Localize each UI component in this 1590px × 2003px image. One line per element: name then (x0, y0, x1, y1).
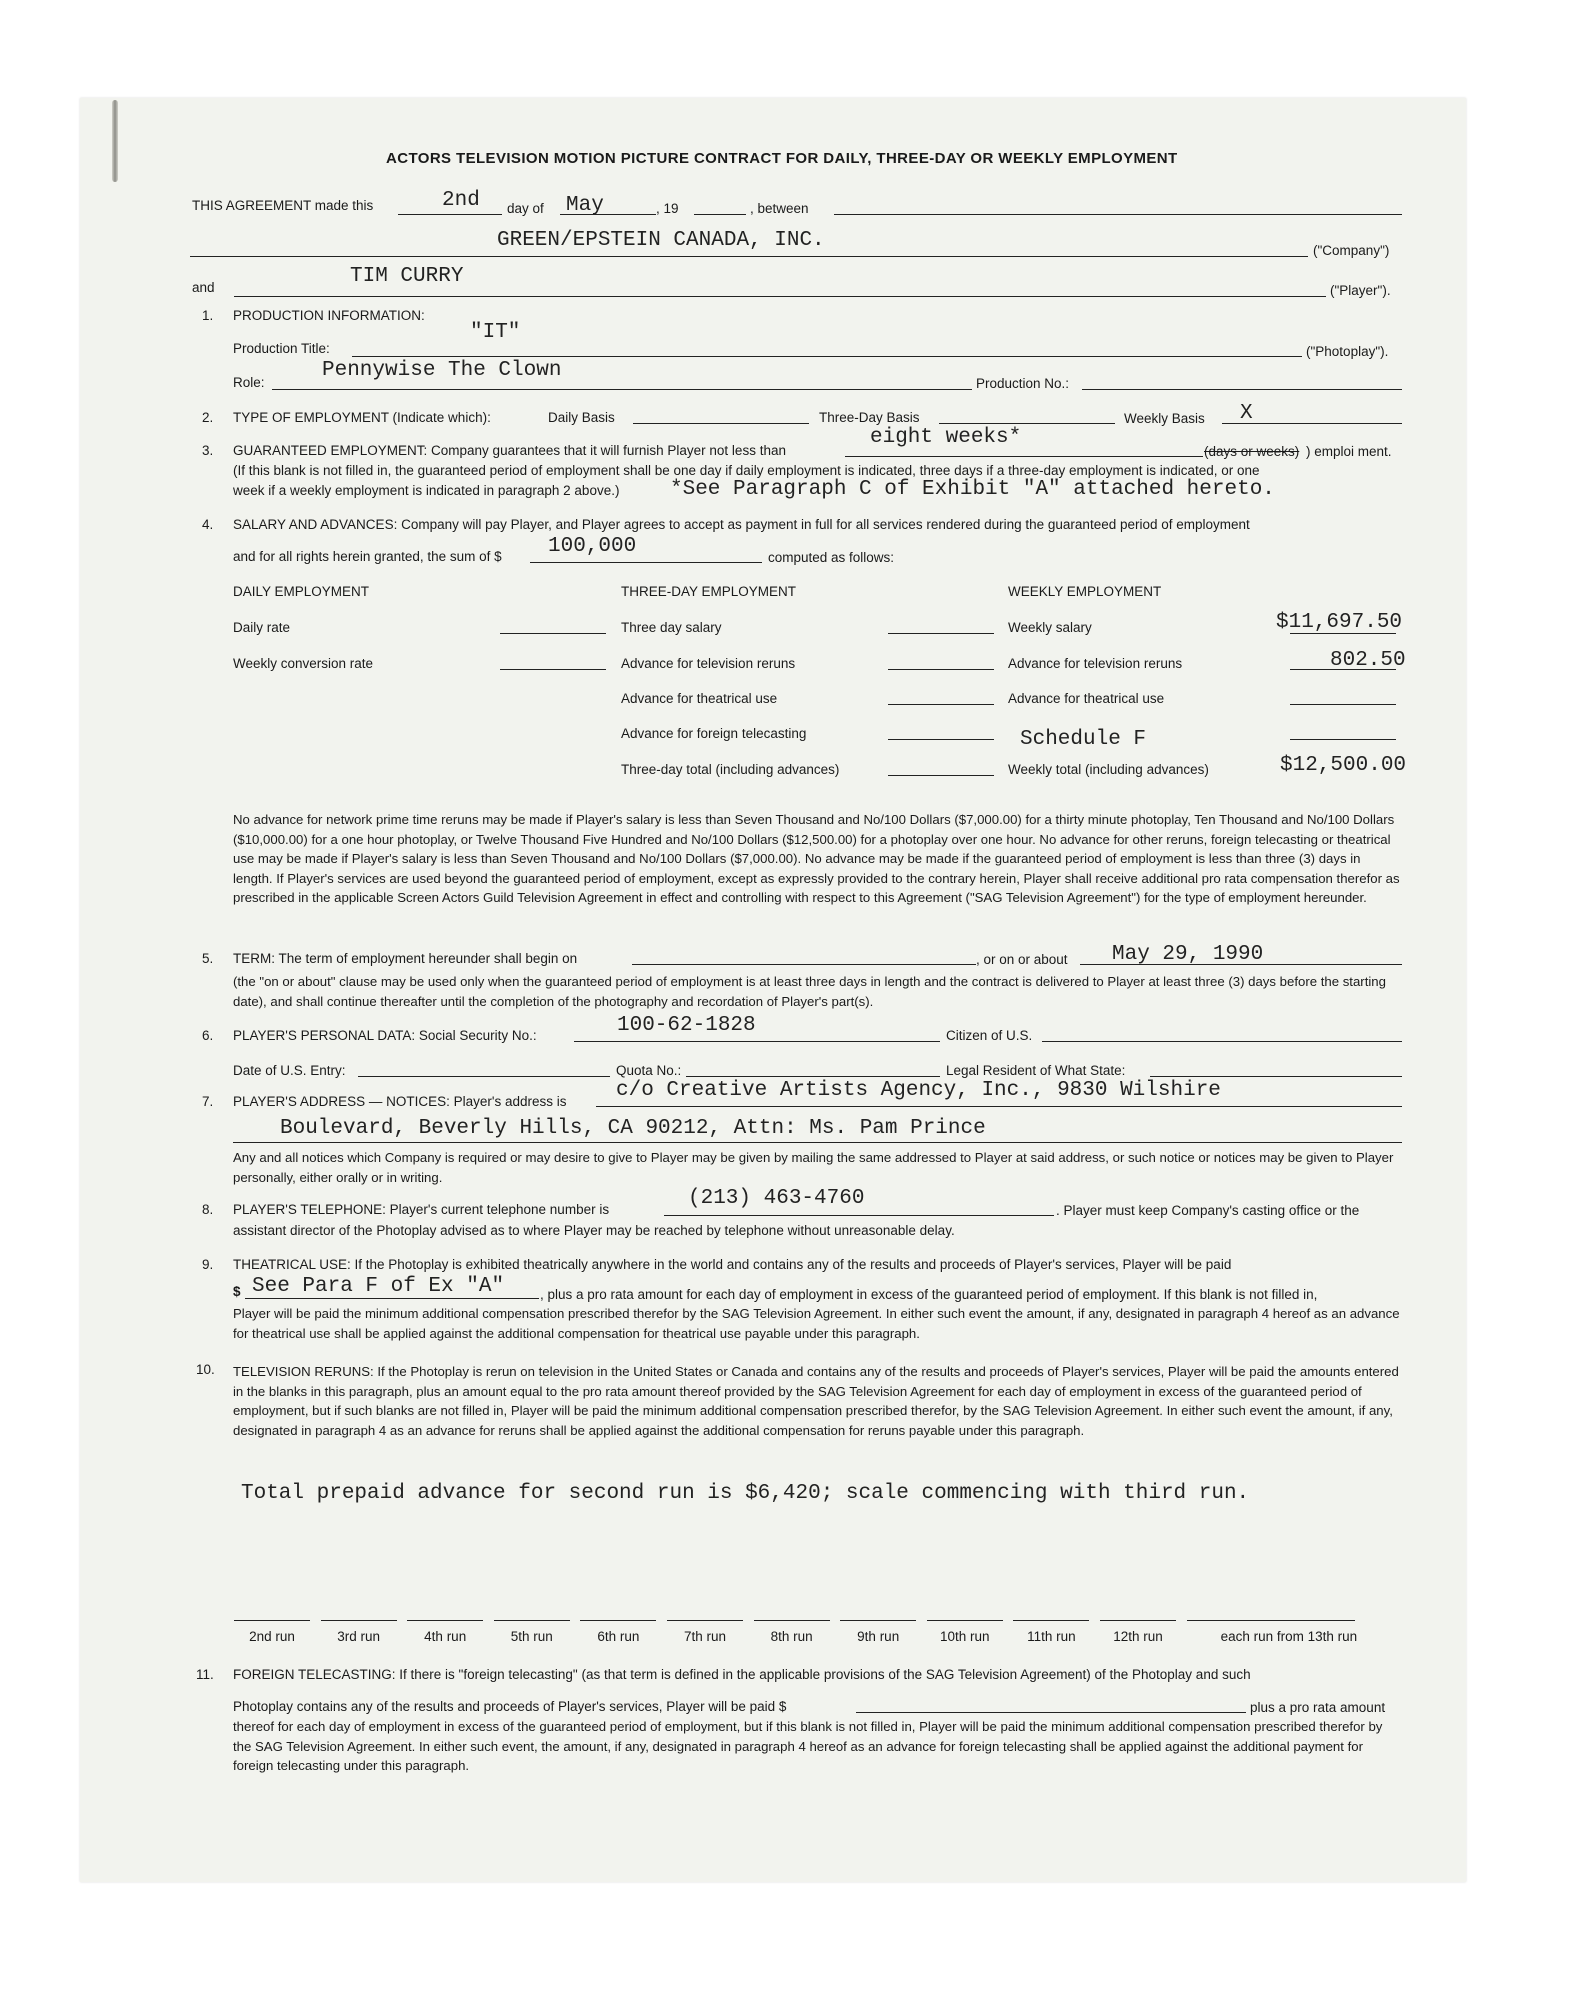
foreign-line-2: Photoplay contains any of the results and proceeds of Player's services, Player will be paid $ (233, 1699, 787, 1714)
address-line-1 (596, 1106, 1402, 1107)
three-day-foreign-line (888, 739, 994, 740)
personal-data-text: PLAYER'S PERSONAL DATA: Social Security No.: (233, 1028, 537, 1043)
rerun-blank-line (754, 1620, 830, 1621)
paper-clip-mark (112, 100, 118, 182)
guaranteed-value: eight weeks* (870, 426, 1022, 449)
section-1-number: 1. (202, 308, 214, 323)
weekly-reruns-label: Advance for television reruns (1008, 656, 1183, 671)
weekly-reruns-value: 802.50 (1330, 649, 1406, 672)
address-text: PLAYER'S ADDRESS — NOTICES: Player's address is (233, 1094, 567, 1109)
player-line (234, 296, 1326, 297)
section-2-number: 2. (202, 410, 214, 425)
rerun-blank-line (494, 1620, 570, 1621)
address-rest: Any and all notices which Company is required or may desire to give to Player may be given by mailing the same addressed to Player at said address, or such notice or notices may be given to Player personally, either orally or in writing. (233, 1150, 1394, 1185)
rerun-label: 8th run (770, 1629, 813, 1644)
production-title-label: Production Title: (233, 341, 330, 356)
citizen-label: Citizen of U.S. (946, 1028, 1033, 1043)
company-line (190, 256, 1308, 257)
three-day-basis-label: Three-Day Basis (819, 410, 920, 425)
address-line-2 (233, 1142, 1402, 1143)
weekly-employment-heading: WEEKLY EMPLOYMENT (1008, 584, 1162, 599)
agreement-label: THIS AGREEMENT made this (192, 198, 374, 213)
day-line (398, 214, 502, 215)
term-date-line (1080, 964, 1402, 965)
weekly-salary-label: Weekly salary (1008, 620, 1092, 635)
section-8-number: 8. (202, 1202, 214, 1217)
rerun-label: 4th run (424, 1629, 467, 1644)
player-tag: ("Player"). (1330, 283, 1391, 298)
days-or-weeks-struck: (days or weeks) (1204, 444, 1300, 459)
role-line (272, 389, 972, 390)
weekly-salary-value: $11,697.50 (1276, 611, 1403, 634)
rerun-blank-line (321, 1620, 397, 1621)
daily-basis-line (633, 423, 809, 424)
section-3-number: 3. (202, 443, 214, 458)
guaranteed-text: GUARANTEED EMPLOYMENT: Company guarantees that it will furnish Player not less than (233, 443, 786, 458)
rerun-blank-line (1187, 1620, 1355, 1621)
role-value: Pennywise The Clown (322, 359, 562, 382)
sum-line (530, 562, 762, 563)
photoplay-tag: ("Photoplay"). (1306, 344, 1389, 359)
rerun-blank-line (234, 1620, 310, 1621)
rerun-blank-line (580, 1620, 656, 1621)
player-value: TIM CURRY (350, 265, 464, 288)
exhibit-note: *See Paragraph C of Exhibit "A" attached hereto. (670, 478, 1275, 501)
and-label: and (192, 280, 215, 295)
schedule-f-value: Schedule F (1020, 728, 1147, 751)
three-day-theatrical-line (888, 704, 994, 705)
section-11-number: 11. (196, 1667, 214, 1682)
weekly-basis-label: Weekly Basis (1124, 411, 1205, 426)
date-entry-line (358, 1076, 610, 1077)
between-label: , between (750, 201, 809, 216)
daily-employment-heading: DAILY EMPLOYMENT (233, 584, 370, 599)
rerun-label: 11th run (1027, 1629, 1076, 1644)
start-date-value: May 29, 1990 (1112, 943, 1264, 966)
sum-label: and for all rights herein granted, the sum of $ (233, 549, 502, 564)
weekly-theatrical-line (1290, 704, 1396, 705)
company-value: GREEN/EPSTEIN CANADA, INC. (497, 229, 825, 252)
section-5-number: 5. (202, 951, 214, 966)
weekly-foreign-line (1290, 739, 1396, 740)
phone-value: (213) 463-4760 (688, 1187, 865, 1210)
year-line (694, 214, 746, 215)
guaranteed-line (845, 456, 1203, 457)
day-value: 2nd (442, 189, 480, 212)
resident-label: Legal Resident of What State: (946, 1063, 1126, 1078)
citizen-line (1042, 1041, 1402, 1042)
computed-label: computed as follows: (768, 550, 895, 565)
rerun-blank-line (667, 1620, 743, 1621)
month-value: May (566, 194, 604, 217)
sum-value: 100,000 (548, 535, 637, 558)
rerun-blank-line (1100, 1620, 1176, 1621)
reruns-text: TELEVISION RERUNS: If the Photoplay is rerun on television in the United States or Canada and contains any of the results and proceeds of Player's services, Player will be paid the amounts entered in the blanks in this paragraph, plus an amount equal to the pro rata amount thereof provided by the SAG Television Agreement for each day of employment in excess of the guaranteed period of employment, but if such blanks are not filled in, Player will be paid the minimum additional compensation prescribed therefor, by the SAG Television Agreement. In either such event the amount, if any, designated in paragraph 4 as an advance for reruns shall be applied against the additional compensation for reruns payable under this paragraph. (233, 1364, 1399, 1438)
guaranteed-note: (If this blank is not filled in, the guaranteed period of employment shall be one day if daily employment is indicated, three days if a three-day employment is indicated, or one (233, 463, 1260, 478)
telephone-rest: assistant director of the Photoplay advised as to where Player may be reached by telephone without unreasonable delay. (233, 1223, 955, 1238)
ssn-value: 100-62-1828 (617, 1014, 756, 1037)
company-tag: ("Company") (1313, 243, 1390, 258)
production-number-label: Production No.: (976, 376, 1070, 391)
weekly-total-value: $12,500.00 (1280, 754, 1407, 777)
or-about-label: , or on or about (976, 952, 1068, 967)
term-text: TERM: The term of employment hereunder shall begin on (233, 951, 578, 966)
production-title-value: "IT" (470, 321, 521, 344)
weekly-theatrical-label: Advance for theatrical use (1008, 691, 1165, 706)
resident-line (1150, 1076, 1402, 1077)
three-day-salary-line (888, 633, 994, 634)
rerun-label: 3rd run (337, 1629, 380, 1644)
term-start-line (632, 964, 976, 965)
address-line-1-value: c/o Creative Artists Agency, Inc., 9830 Wilshire (616, 1079, 1221, 1102)
date-entry-label: Date of U.S. Entry: (233, 1063, 346, 1078)
daily-basis-label: Daily Basis (548, 410, 615, 425)
three-day-total-label: Three-day total (including advances) (621, 762, 840, 777)
foreign-line (856, 1712, 1246, 1713)
document-title: ACTORS TELEVISION MOTION PICTURE CONTRACT FOR DAILY, THREE-DAY OR WEEKLY EMPLOYMENT (386, 150, 1178, 167)
quota-label: Quota No.: (616, 1063, 682, 1078)
three-day-foreign-label: Advance for foreign telecasting (621, 726, 807, 741)
guaranteed-note-2: week if a weekly employment is indicated in paragraph 2 above.) (233, 483, 620, 498)
rerun-label: each run from 13th run (1220, 1629, 1358, 1644)
three-day-theatrical-label: Advance for theatrical use (621, 691, 778, 706)
weekly-salary-line (1290, 633, 1396, 634)
rerun-label: 7th run (683, 1629, 727, 1644)
quota-line (686, 1076, 940, 1077)
rerun-label: 10th run (940, 1629, 990, 1644)
section-6-number: 6. (202, 1028, 214, 1043)
foreign-after: plus a pro rata amount (1250, 1700, 1386, 1715)
production-title-line (352, 356, 1302, 357)
rerun-label: 2nd run (249, 1629, 295, 1644)
production-number-line (1082, 389, 1402, 390)
weekly-total-label: Weekly total (including advances) (1008, 762, 1209, 777)
section-4-number: 4. (202, 517, 214, 532)
weekly-conversion-label: Weekly conversion rate (233, 656, 374, 671)
three-day-reruns-line (888, 669, 994, 670)
three-day-salary-label: Three day salary (621, 620, 722, 635)
rerun-label: 6th run (597, 1629, 640, 1644)
salary-text: SALARY AND ADVANCES: Company will pay Player, and Player agrees to accept as payment in full for all services rendered during the guaranteed period of employment (233, 517, 1250, 532)
three-day-total-line (888, 775, 994, 776)
theatrical-dollar: $ (233, 1284, 241, 1299)
ssn-line (574, 1041, 940, 1042)
employment-suffix: ) emploі ment. (1306, 444, 1392, 459)
theatrical-rest: Player will be paid the minimum additional compensation prescribed therefor by the SAG Television Agreement. In either such event the amount, if any, designated in paragraph 4 hereof as an advance for theatrical use shall be applied against the additional compensation for theatrical use payable under this paragraph. (233, 1306, 1400, 1341)
address-line-2-value: Boulevard, Beverly Hills, CA 90212, Attn: Ms. Pam Prince (280, 1117, 986, 1140)
weekly-conversion-line (500, 669, 606, 670)
three-day-reruns-label: Advance for television reruns (621, 656, 796, 671)
rerun-label: 5th run (510, 1629, 553, 1644)
theatrical-value: See Para F of Ex "A" (252, 1275, 505, 1298)
rerun-blank-line (1013, 1620, 1089, 1621)
telephone-text: PLAYER'S TELEPHONE: Player's current telephone number is (233, 1202, 610, 1217)
year-label: , 19 (656, 201, 679, 216)
weekly-reruns-line (1290, 669, 1396, 670)
theatrical-text: THEATRICAL USE: If the Photoplay is exhibited theatrically anywhere in the world and contains any of the results and proceeds of Player's services, Player will be paid (233, 1257, 1232, 1272)
role-label: Role: (233, 375, 265, 390)
rerun-blank-line (407, 1620, 483, 1621)
daily-rate-label: Daily rate (233, 620, 291, 635)
day-of-label: day of (507, 201, 544, 216)
telephone-after: . Player must keep Company's casting office or the (1056, 1203, 1360, 1218)
daily-rate-line (500, 633, 606, 634)
foreign-text: FOREIGN TELECASTING: If there is "foreign telecasting" (as that term is defined in the applicable provisions of the SAG Television Agreement) of the Photoplay and such (233, 1667, 1251, 1682)
rerun-label: 9th run (857, 1629, 900, 1644)
rerun-blank-line (840, 1620, 916, 1621)
three-day-employment-heading: THREE-DAY EMPLOYMENT (621, 584, 797, 599)
section-2-heading: TYPE OF EMPLOYMENT (Indicate which): (233, 410, 491, 425)
section-9-number: 9. (202, 1257, 214, 1272)
three-day-basis-line (939, 423, 1115, 424)
rerun-label: 12th run (1113, 1629, 1163, 1644)
advance-paragraph: No advance for network prime time reruns may be made if Player's salary is less than Seven Thousand and No/100 Dollars ($7,000.00) for a thirty minute photoplay, Ten Thousand and No/100 Dollars ($10,000.00) for a one hour photoplay, or Twelve Thousand Five Hundred and No/100 Dollars ($12,500.00) for a photoplay over one hour. No advance for other reruns, foreign telecasting or theatrical use may be made if Player's salary is less than Seven Thousand and No/100 Dollars ($7,000.00). No advance may be made if the guaranteed period of employment is less than three (3) days in length. If Player's services are used beyond the guaranteed period of employment, except as expressly provided to the contrary herein, Player shall receive additional pro rata compensation therefor as prescribed in the applicable Screen Actors Guild Television Agreement in effect and controlling with respect to this Agreement ("SAG Television Agreement") for the type of employment hereunder. (233, 812, 1400, 905)
section-1-heading: PRODUCTION INFORMATION: (233, 308, 425, 323)
rerun-blank-line (927, 1620, 1003, 1621)
foreign-rest: thereof for each day of employment in excess of the guaranteed period of employment, but if this blank is not filled in, Player will be paid the minimum additional compensation prescribed therefor by the SAG Television Agreement. In either such event, the amount, if any, designated in paragraph 4 hereof as an advance for foreign telecasting shall be applied against the additional payment for foreign telecasting under this paragraph. (233, 1719, 1383, 1773)
section-7-number: 7. (202, 1094, 214, 1109)
term-rest: (the "on or about" clause may be used only when the guaranteed period of employment is at least three days in length and the contract is delivered to Player at least three (3) days before the starting date), and shall continue thereafter until the completion of the photography and recordation of Player's part(s). (233, 974, 1386, 1009)
reruns-typed-note: Total prepaid advance for second run is $6,420; scale commencing with third run. (241, 1482, 1250, 1505)
between-line (834, 214, 1402, 215)
phone-line (664, 1215, 1054, 1216)
theatrical-after: , plus a pro rata amount for each day of employment in excess of the guaranteed period of employment. If this blank is not filled in, (540, 1287, 1318, 1302)
weekly-basis-mark: X (1240, 402, 1253, 425)
section-10-number: 10. (196, 1362, 215, 1377)
theatrical-line (245, 1298, 539, 1299)
